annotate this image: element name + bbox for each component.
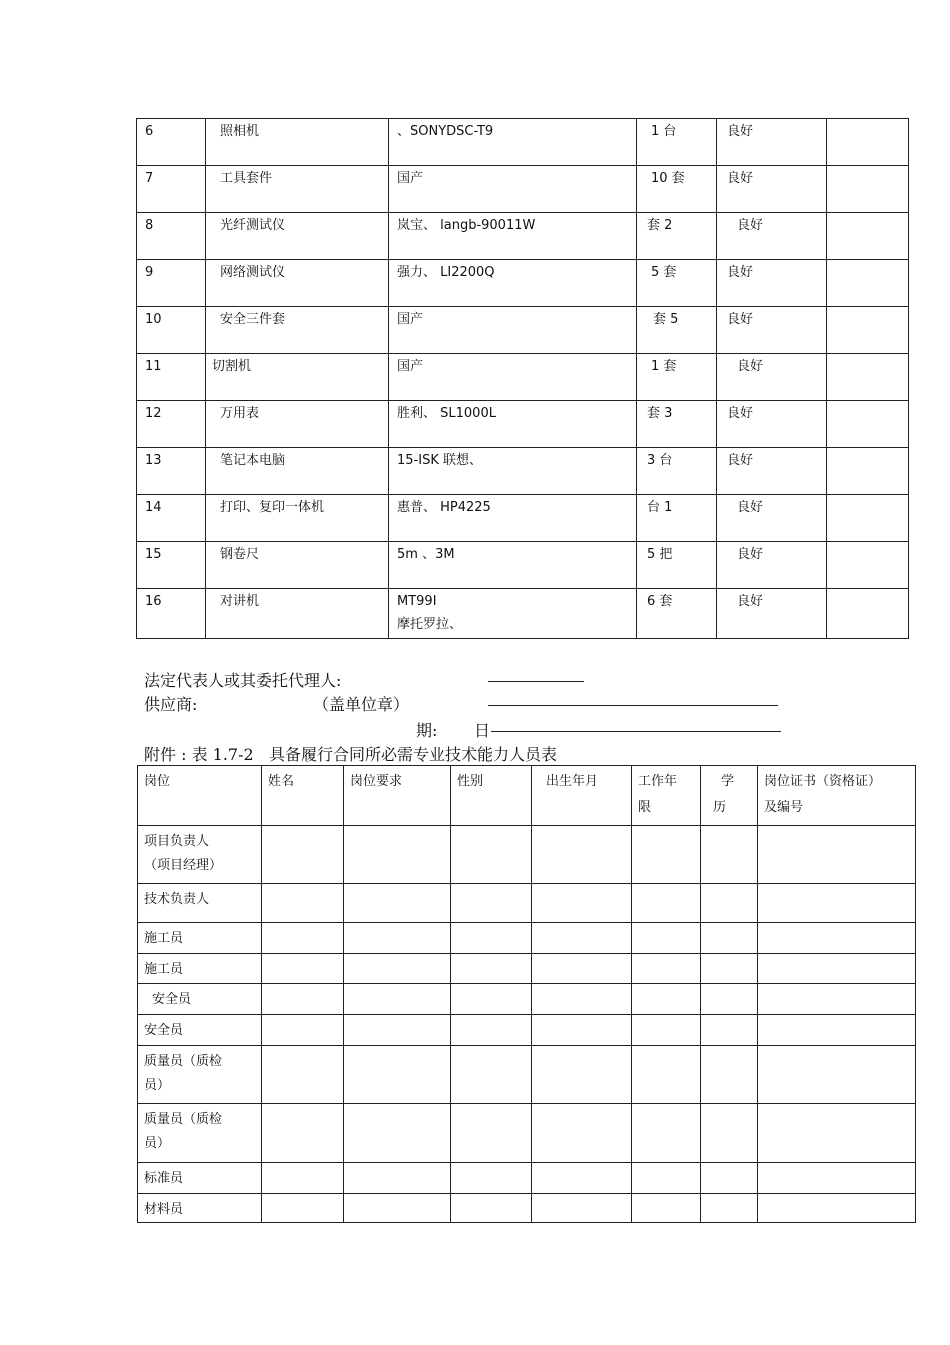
work-years-cell [632, 1015, 701, 1046]
requirement-cell [344, 1163, 451, 1194]
certificate-cell [758, 923, 916, 954]
header-education-line1: 学 [721, 774, 735, 789]
header-certificate-line1: 岗位证书（资格证） [764, 774, 882, 789]
equipment-quantity: 3 台 [637, 448, 717, 495]
equipment-state: 良好 [717, 307, 827, 354]
equipment-name: 网络测试仪 [206, 260, 389, 307]
attachment-title: 附件 : 表 1.7-2 具备履行合同所必需专业技术能力人员表 [144, 745, 557, 764]
row-number: 6 [137, 119, 206, 166]
equipment-model: 胜利、 SL1000L [389, 401, 637, 448]
table-row [137, 260, 909, 307]
equipment-quantity: 套 5 [637, 307, 717, 354]
post-label-note: 员） [144, 1136, 171, 1151]
work-years-cell [632, 954, 701, 984]
supplier-label: 供应商: [144, 695, 198, 714]
requirement-cell [344, 826, 451, 884]
row-number: 10 [137, 307, 206, 354]
certificate-cell [758, 1104, 916, 1163]
table-row [137, 119, 909, 166]
table-row [138, 954, 916, 984]
equipment-state: 良好 [717, 589, 827, 639]
staff-table-body [138, 766, 916, 1223]
equipment-remark [827, 448, 909, 495]
equipment-state: 良好 [717, 260, 827, 307]
equipment-remark [827, 260, 909, 307]
equipment-model: MT99I [397, 594, 437, 609]
name-cell [262, 1104, 344, 1163]
header-name: 姓名 [262, 766, 344, 826]
equipment-model: 国产 [389, 307, 637, 354]
certificate-cell [758, 1194, 916, 1223]
equipment-model-brand: 摩托罗拉、 [397, 617, 463, 632]
equipment-quantity: 1 套 [637, 354, 717, 401]
equipment-model: 岚宝、 langb-90011W [389, 213, 637, 260]
equipment-remark [827, 354, 909, 401]
name-cell [262, 1194, 344, 1223]
post-label: 安全员 [138, 1015, 262, 1046]
gender-cell [451, 984, 532, 1015]
table-row [137, 307, 909, 354]
equipment-state: 良好 [717, 542, 827, 589]
table-row [138, 1046, 916, 1104]
requirement-cell [344, 1104, 451, 1163]
row-number: 9 [137, 260, 206, 307]
equipment-name: 打印、复印一体机 [206, 495, 389, 542]
row-number: 8 [137, 213, 206, 260]
post-label: 技术负责人 [138, 884, 262, 923]
equipment-model: 、SONYDSC-T9 [389, 119, 637, 166]
table-row [138, 1015, 916, 1046]
equipment-name: 照相机 [206, 119, 389, 166]
post-cell [138, 1104, 262, 1163]
table-row [137, 495, 909, 542]
post-cell [138, 1046, 262, 1104]
table-header-row [138, 766, 916, 826]
name-cell [262, 1163, 344, 1194]
row-number: 11 [137, 354, 206, 401]
equipment-remark [827, 401, 909, 448]
legal-representative-label: 法定代表人或其委托代理人: [144, 671, 342, 690]
equipment-quantity: 台 1 [637, 495, 717, 542]
equipment-state: 良好 [717, 495, 827, 542]
work-years-cell [632, 1163, 701, 1194]
equipment-quantity: 5 套 [637, 260, 717, 307]
birth-cell [532, 1046, 632, 1104]
gender-cell [451, 1046, 532, 1104]
row-number: 15 [137, 542, 206, 589]
equipment-name: 钢卷尺 [206, 542, 389, 589]
equipment-name: 切割机 [206, 354, 389, 401]
post-label: 质量员（质检 [144, 1112, 223, 1127]
equipment-quantity: 套 2 [637, 213, 717, 260]
equipment-model: 15-ISK 联想、 [389, 448, 637, 495]
header-work-years-line1: 工作年 [638, 774, 678, 789]
equipment-quantity: 5 把 [637, 542, 717, 589]
header-education-line2: 历 [713, 800, 727, 815]
row-number: 16 [137, 589, 206, 639]
date-label-b: 日 [474, 721, 491, 740]
equipment-model: 国产 [389, 166, 637, 213]
table-row [137, 542, 909, 589]
seal-label: （盖单位章） [313, 695, 410, 714]
table-row [138, 884, 916, 923]
equipment-model: 惠普、 HP4225 [389, 495, 637, 542]
requirement-cell [344, 884, 451, 923]
birth-cell [532, 826, 632, 884]
post-label: 安全员 [138, 984, 262, 1015]
post-label-note: 员） [144, 1078, 171, 1093]
header-education [701, 766, 758, 826]
work-years-cell [632, 984, 701, 1015]
name-cell [262, 1015, 344, 1046]
equipment-model: 5m 、3M [389, 542, 637, 589]
table-row [138, 826, 916, 884]
table-row [137, 213, 909, 260]
certificate-cell [758, 826, 916, 884]
equipment-quantity: 6 套 [637, 589, 717, 639]
equipment-quantity: 1 台 [637, 119, 717, 166]
equipment-name: 光纤测试仪 [206, 213, 389, 260]
equipment-name: 笔记本电脑 [206, 448, 389, 495]
work-years-cell [632, 1046, 701, 1104]
work-years-cell [632, 1104, 701, 1163]
requirement-cell [344, 954, 451, 984]
birth-cell [532, 1104, 632, 1163]
table-row [137, 589, 909, 639]
name-cell [262, 884, 344, 923]
header-work-years [632, 766, 701, 826]
post-label: 材料员 [138, 1194, 262, 1223]
table-row [137, 166, 909, 213]
equipment-state: 良好 [717, 401, 827, 448]
education-cell [701, 826, 758, 884]
equipment-remark [827, 495, 909, 542]
education-cell [701, 1015, 758, 1046]
education-cell [701, 1194, 758, 1223]
certificate-cell [758, 984, 916, 1015]
gender-cell [451, 1104, 532, 1163]
birth-cell [532, 923, 632, 954]
equipment-model: 强力、 LI2200Q [389, 260, 637, 307]
work-years-cell [632, 1194, 701, 1223]
row-number: 13 [137, 448, 206, 495]
certificate-cell [758, 1046, 916, 1104]
equipment-state: 良好 [717, 213, 827, 260]
equipment-remark [827, 589, 909, 639]
header-birth: 出生年月 [532, 766, 632, 826]
equipment-table [136, 118, 909, 639]
education-cell [701, 1046, 758, 1104]
table-row [137, 448, 909, 495]
education-cell [701, 884, 758, 923]
gender-cell [451, 1194, 532, 1223]
gender-cell [451, 1015, 532, 1046]
date-line [491, 731, 781, 732]
row-number: 12 [137, 401, 206, 448]
equipment-quantity: 套 3 [637, 401, 717, 448]
requirement-cell [344, 984, 451, 1015]
certificate-cell [758, 1015, 916, 1046]
gender-cell [451, 884, 532, 923]
birth-cell [532, 1015, 632, 1046]
birth-cell [532, 1194, 632, 1223]
certificate-cell [758, 954, 916, 984]
header-requirement: 岗位要求 [344, 766, 451, 826]
date-label-a: 期: [416, 721, 438, 740]
name-cell [262, 984, 344, 1015]
education-cell [701, 954, 758, 984]
header-gender: 性别 [451, 766, 532, 826]
education-cell [701, 923, 758, 954]
table-row [138, 984, 916, 1015]
post-label: 质量员（质检 [144, 1054, 223, 1069]
equipment-name: 安全三件套 [206, 307, 389, 354]
gender-cell [451, 954, 532, 984]
table-row [138, 1194, 916, 1223]
certificate-cell [758, 884, 916, 923]
row-number: 14 [137, 495, 206, 542]
equipment-remark [827, 213, 909, 260]
table-row [137, 354, 909, 401]
equipment-quantity: 10 套 [637, 166, 717, 213]
header-post: 岗位 [138, 766, 262, 826]
equipment-remark [827, 542, 909, 589]
gender-cell [451, 923, 532, 954]
equipment-table-body [137, 119, 909, 639]
equipment-state: 良好 [717, 119, 827, 166]
post-label: 标准员 [138, 1163, 262, 1194]
header-work-years-line2: 限 [638, 800, 652, 815]
name-cell [262, 826, 344, 884]
birth-cell [532, 954, 632, 984]
equipment-state: 良好 [717, 166, 827, 213]
work-years-cell [632, 884, 701, 923]
post-label: 施工员 [138, 923, 262, 954]
equipment-name: 对讲机 [206, 589, 389, 639]
requirement-cell [344, 1015, 451, 1046]
header-certificate [758, 766, 916, 826]
name-cell [262, 1046, 344, 1104]
equipment-name: 工具套件 [206, 166, 389, 213]
legal-representative-line [488, 681, 584, 682]
header-certificate-line2: 及编号 [764, 800, 804, 815]
birth-cell [532, 1163, 632, 1194]
birth-cell [532, 884, 632, 923]
work-years-cell [632, 826, 701, 884]
equipment-state: 良好 [717, 448, 827, 495]
post-label: 项目负责人 [144, 834, 210, 849]
birth-cell [532, 984, 632, 1015]
equipment-remark [827, 119, 909, 166]
certificate-cell [758, 1163, 916, 1194]
gender-cell [451, 826, 532, 884]
table-row [137, 401, 909, 448]
row-number: 7 [137, 166, 206, 213]
education-cell [701, 984, 758, 1015]
post-cell [138, 826, 262, 884]
table-row [138, 1104, 916, 1163]
requirement-cell [344, 923, 451, 954]
staff-table [137, 765, 916, 1223]
post-label: 施工员 [138, 954, 262, 984]
table-row [138, 923, 916, 954]
work-years-cell [632, 923, 701, 954]
equipment-remark [827, 166, 909, 213]
supplier-line [488, 705, 778, 706]
education-cell [701, 1104, 758, 1163]
equipment-model: 国产 [389, 354, 637, 401]
requirement-cell [344, 1046, 451, 1104]
gender-cell [451, 1163, 532, 1194]
equipment-name: 万用表 [206, 401, 389, 448]
name-cell [262, 923, 344, 954]
post-label-note: （项目经理） [144, 858, 223, 873]
name-cell [262, 954, 344, 984]
equipment-state: 良好 [717, 354, 827, 401]
equipment-remark [827, 307, 909, 354]
requirement-cell [344, 1194, 451, 1223]
table-row [138, 1163, 916, 1194]
equipment-model-cell [389, 589, 637, 639]
education-cell [701, 1163, 758, 1194]
